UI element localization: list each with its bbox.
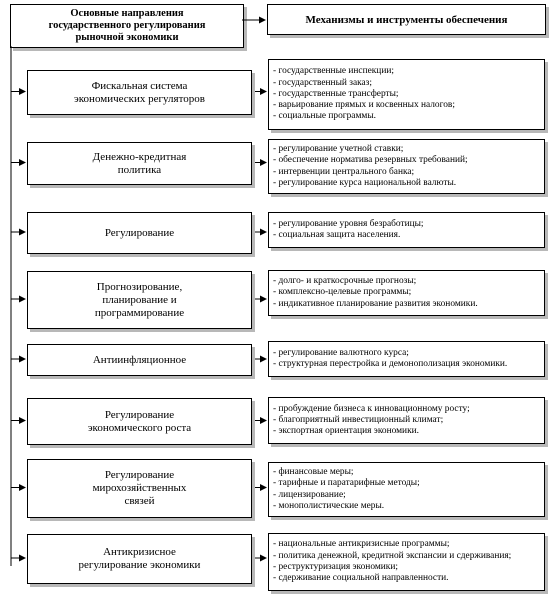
instruments-box-8 xyxy=(268,533,545,591)
instrument-item: - интервенции центрального банка; xyxy=(273,166,415,177)
instrument-item: - лицензирование; xyxy=(273,489,346,500)
direction-label: Регулирование мирохозяйственных связей xyxy=(92,469,187,507)
instrument-item: - благоприятный инвестиционный климат; xyxy=(273,414,444,425)
direction-box-2 xyxy=(27,142,252,185)
direction-box-8 xyxy=(27,534,252,584)
direction-label: Регулирование xyxy=(104,226,175,239)
instruments-box-2 xyxy=(268,139,545,194)
direction-label: Регулирование экономического роста xyxy=(87,408,192,434)
instrument-item: - индикативное планирование развития экономики. xyxy=(273,298,478,309)
instrument-item: - государственный заказ; xyxy=(273,77,372,88)
instrument-item: - варьирование прямых и косвенных налогов; xyxy=(273,100,455,111)
instrument-item: - регулирование учетной ставки; xyxy=(273,143,404,154)
direction-box-4 xyxy=(27,271,252,329)
instrument-item: - обеспечение норматива резервных требований; xyxy=(273,155,468,166)
direction-box-3 xyxy=(27,212,252,254)
instruments-box-7 xyxy=(268,462,545,517)
direction-label: Антикризисное регулирование экономики xyxy=(78,546,201,571)
direction-box-1 xyxy=(27,70,252,115)
instrument-item: - структурная перестройка и демонополизация экономики. xyxy=(273,359,508,369)
instrument-item: - финансовые меры; xyxy=(273,466,354,477)
instruments-box-3 xyxy=(268,212,545,248)
direction-label: Антиинфляционное xyxy=(92,353,187,366)
instrument-item: - экспортная ориентация экономики. xyxy=(273,426,419,437)
direction-label: Денежно-кредитная политика xyxy=(92,150,187,176)
instrument-item: - государственные инспекции; xyxy=(273,66,394,77)
direction-label: Фискальная система экономических регуляторов xyxy=(74,79,205,105)
instrument-item: - социальная защита населения. xyxy=(273,230,401,240)
instruments-box-6 xyxy=(268,397,545,444)
header-left-title: Основные направления государственного регулирования рыночной экономики xyxy=(48,8,206,43)
instrument-item: - политика денежной, кредитной экспансии и сдерживания; xyxy=(273,550,512,561)
instrument-item: - сдерживание социальной направленности. xyxy=(273,573,449,584)
instrument-item: - пробуждение бизнеса к инновационному росту; xyxy=(273,403,470,414)
direction-box-6 xyxy=(27,398,252,445)
header-right-title: Механизмы и инструменты обеспечения xyxy=(305,13,508,26)
direction-label: Прогнозирование, планирование и программирование xyxy=(94,280,185,319)
instruments-box-5 xyxy=(268,341,545,377)
instrument-item: - монополистические меры. xyxy=(273,500,385,511)
instrument-item: - государственные трансферты; xyxy=(273,88,399,99)
instruments-box-4 xyxy=(268,270,545,316)
direction-box-7 xyxy=(27,459,252,518)
direction-box-5 xyxy=(27,344,252,376)
instrument-item: - регулирование валютного курса; xyxy=(273,347,409,358)
instrument-item: - тарифные и паратарифные методы; xyxy=(273,478,420,489)
instrument-item: - регулирование уровня безработицы; xyxy=(273,218,424,229)
instrument-item: - реструктуризация экономики; xyxy=(273,562,398,572)
instruments-box-1 xyxy=(268,59,545,130)
instrument-item: - регулирование курса национальной валюты. xyxy=(273,177,457,188)
instrument-item: - национальные антикризисные программы; xyxy=(273,539,450,550)
instrument-item: - комплексно-целевые программы; xyxy=(273,287,412,298)
instrument-item: - социальные программы. xyxy=(273,111,376,122)
instrument-item: - долго- и краткосрочные прогнозы; xyxy=(273,276,417,287)
